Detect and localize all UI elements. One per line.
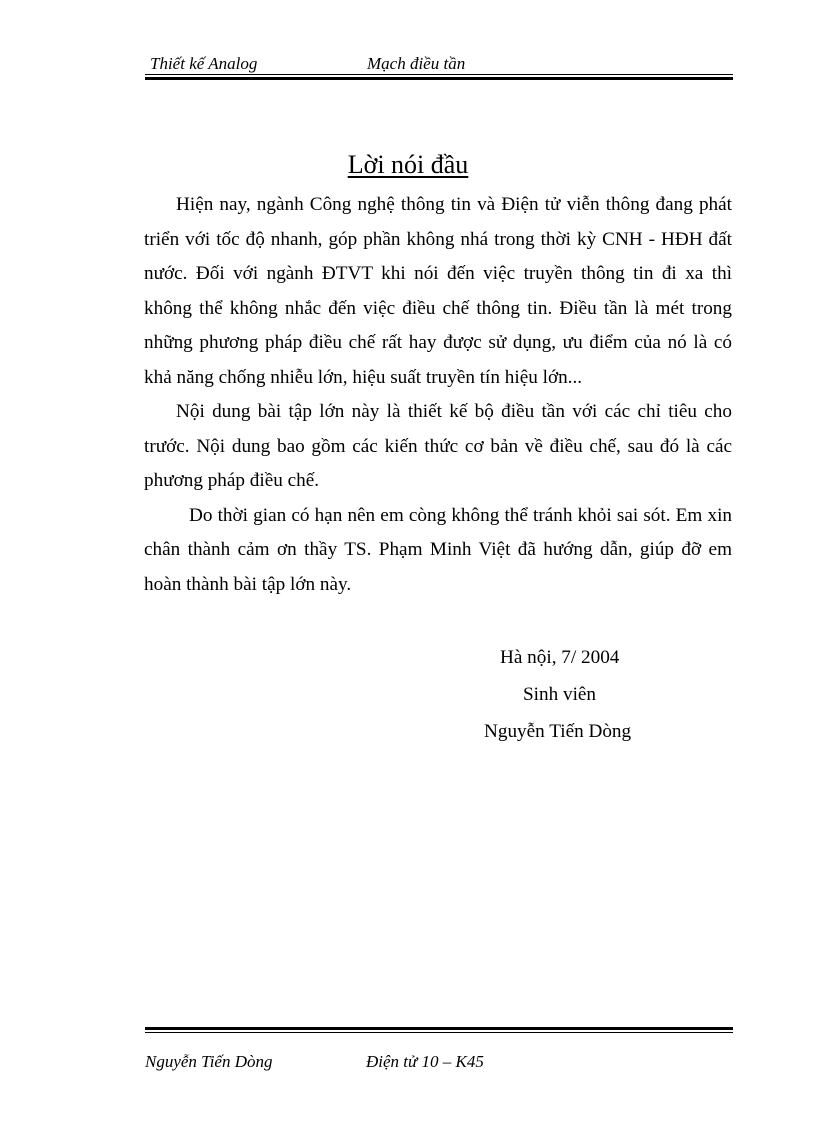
footer-rule-thick xyxy=(145,1027,733,1030)
header-right-text: Mạch điều tần xyxy=(367,54,466,73)
body-text xyxy=(144,188,732,602)
paragraph-2: Nội dung bài tập lớn này là thiết kế bộ điều tần với các chỉ tiêu cho trước. Nội dung bao gồm các kiến thức cơ bản về điều chế, sau đó là các phương pháp điều chế. xyxy=(144,401,732,491)
header-rule-thick xyxy=(145,77,733,80)
signature-name: Nguyễn Tiến Dòng xyxy=(484,721,632,742)
header-left-text: Thiết kế Analog xyxy=(150,54,258,73)
page-title: Lời nói đầu xyxy=(347,150,469,179)
footer-left-text: Nguyễn Tiến Dòng xyxy=(145,1052,273,1071)
footer-right-text: Điện tử 10 – K45 xyxy=(366,1052,484,1071)
header-rule-thin xyxy=(145,74,733,75)
page-header xyxy=(145,52,733,80)
paragraph-1: Hiện nay, ngành Công nghệ thông tin và Điện tử viễn thông đang phát triển với tốc độ nhanh, góp phần không nhá trong thời kỳ CNH - HĐH đất nước. Đối với ngành ĐTVT khi nói đến việc truyền thông tin đi xa thì không thể không nhắc đến việc điều chế thông tin. Điều tần là mét trong những phương pháp điều chế rất hay được sử dụng, ưu điểm của nó là có khả năng chống nhiễu lớn, hiệu suất truyền tín hiệu lớn... xyxy=(144,194,732,388)
paragraph-3: Do thời gian có hạn nên em còng không thể tránh khỏi sai sót. Em xin chân thành cảm ơn thầy TS. Phạm Minh Việt đã hướng dẫn, giúp đỡ em hoàn thành bài tập lớn này. xyxy=(144,504,732,595)
signature-date: Hà nội, 7/ 2004 xyxy=(500,647,620,668)
signature-role: Sinh viên xyxy=(523,684,597,705)
footer-rule-thin xyxy=(145,1032,733,1033)
